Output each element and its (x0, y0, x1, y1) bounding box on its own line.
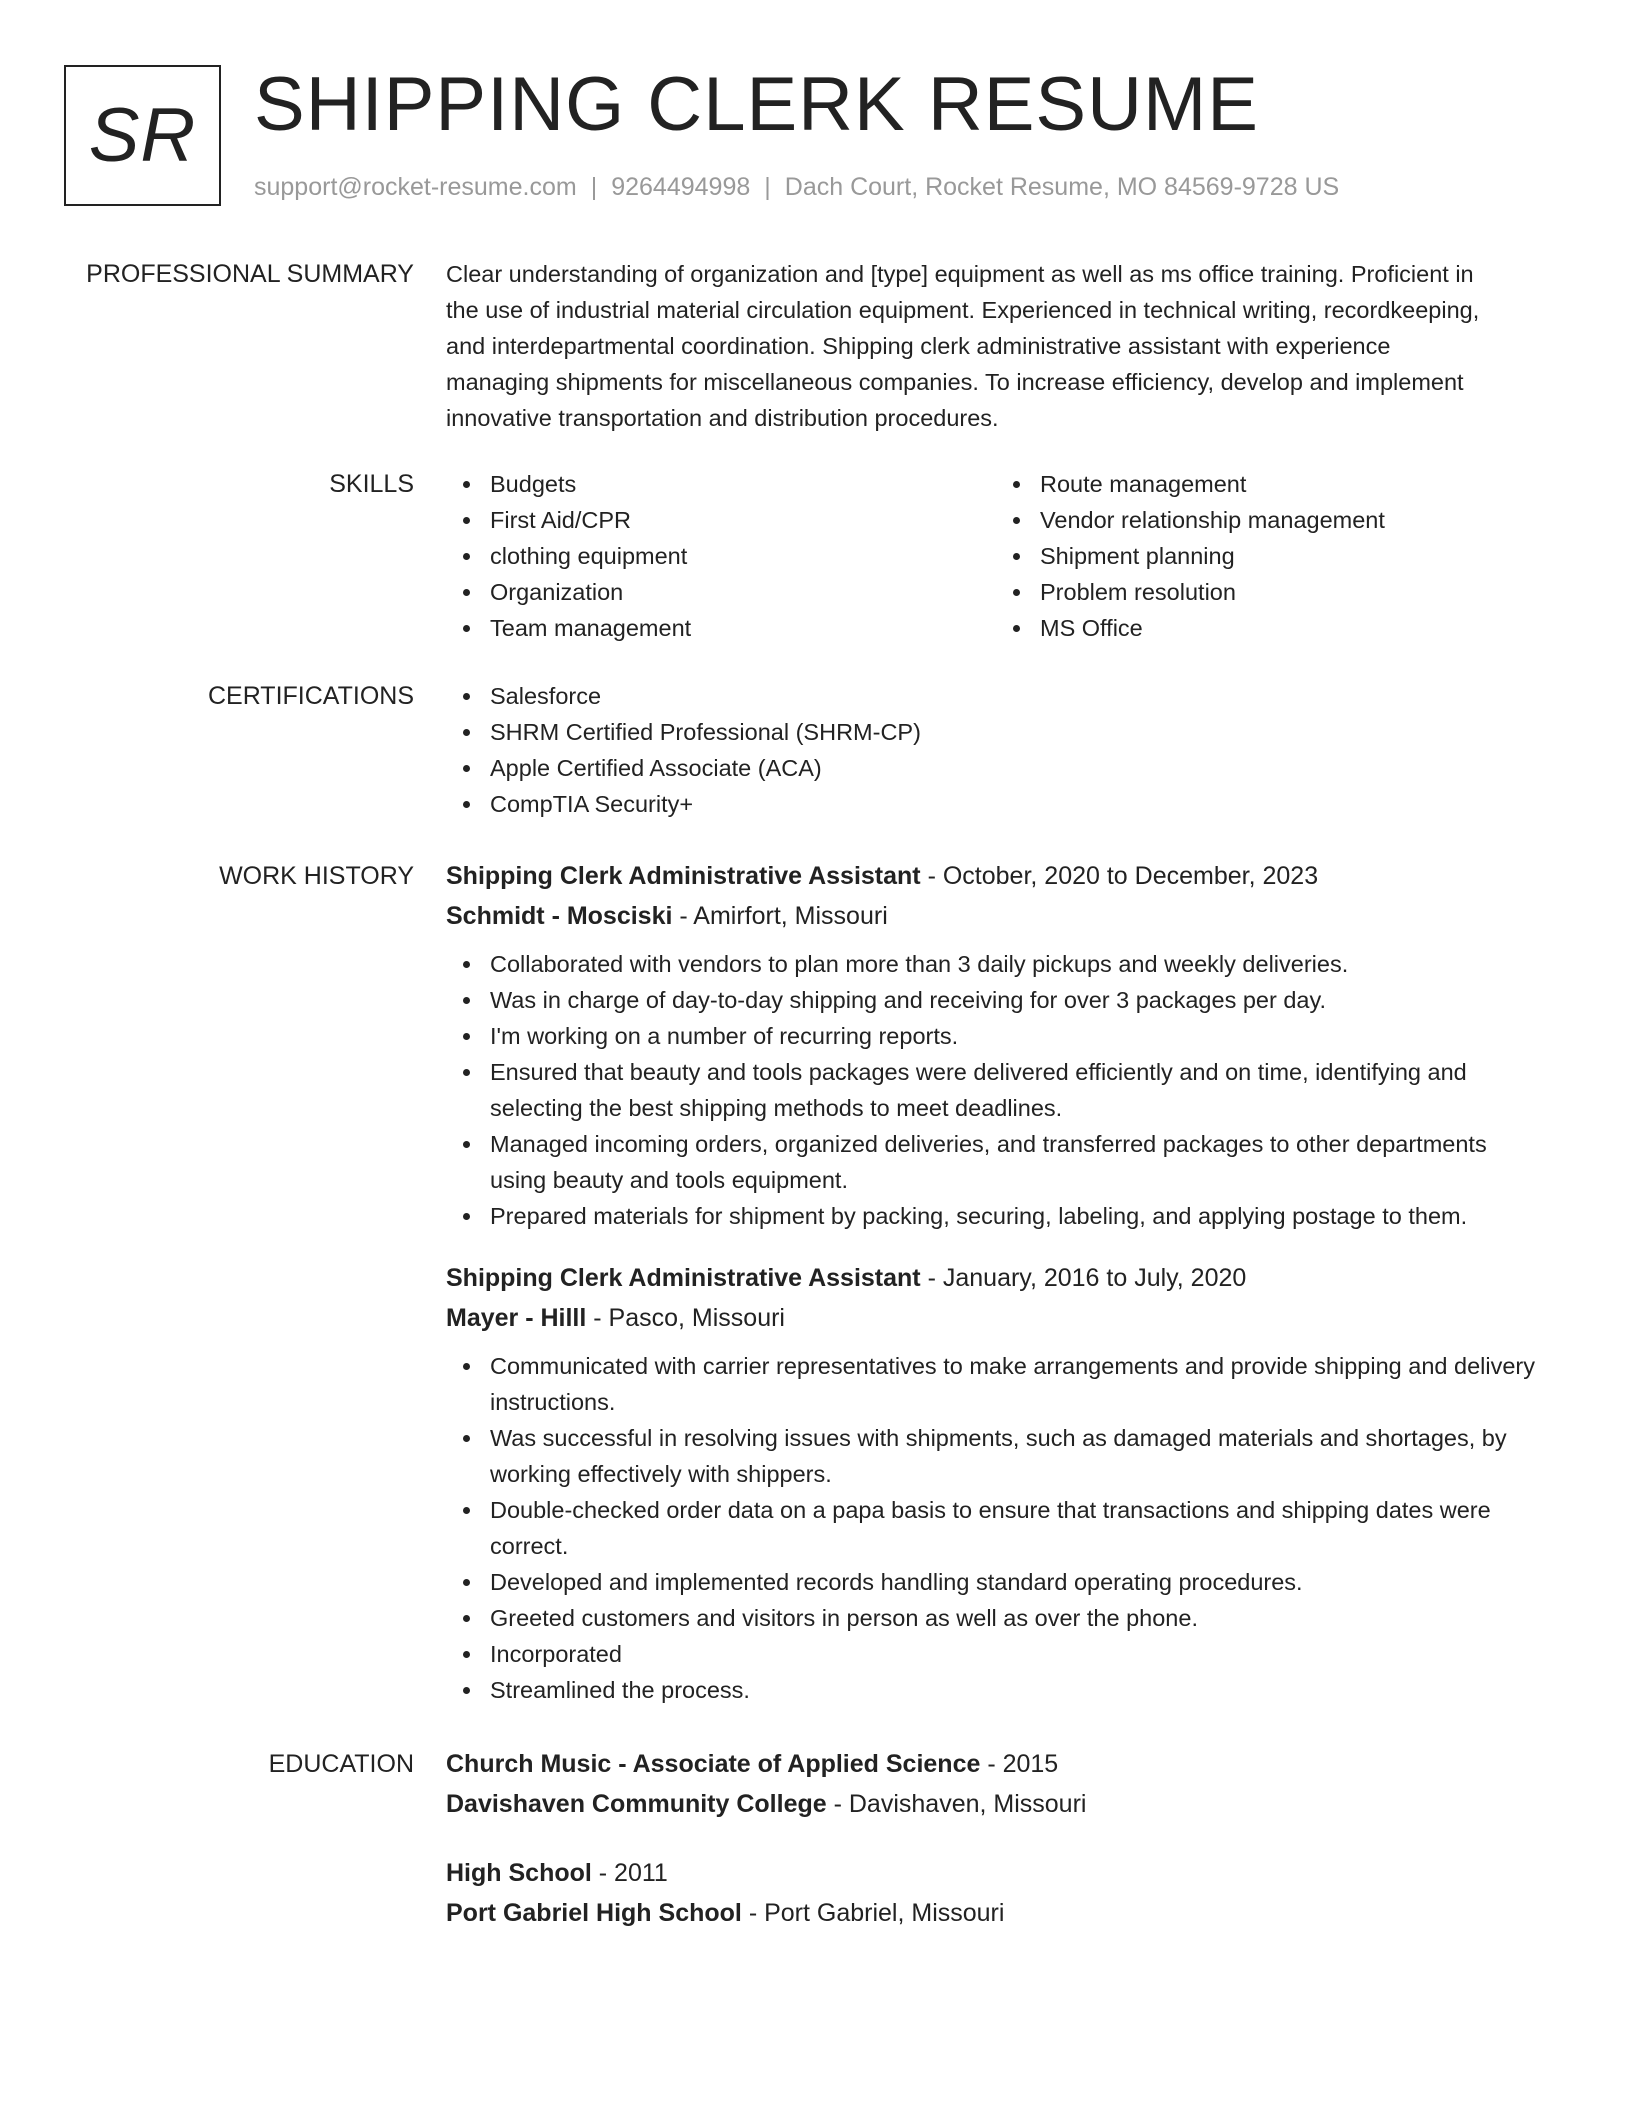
skill-item: Vendor relationship management (996, 502, 1546, 538)
certifications-label: CERTIFICATIONS (207, 682, 414, 710)
job-bullet: Managed incoming orders, organized deliveries, and transferred packages to other departments using beauty and tools equipment. (446, 1126, 1546, 1198)
summary-line: and interdepartmental coordination. Shipping clerk administrative assistant with experience (446, 333, 1391, 359)
job-entry (446, 1258, 1546, 1708)
skills-list (996, 466, 1546, 646)
contact-line (254, 173, 1339, 202)
education-degree: High School (446, 1859, 592, 1887)
job-bullet: Prepared materials for shipment by packing, securing, labeling, and applying postage to them. (446, 1198, 1546, 1234)
skill-item: Organization (446, 574, 996, 610)
job-title-line (446, 1258, 1546, 1298)
contact-phone: 9264494998 (611, 173, 751, 201)
job-bullet: I'm working on a number of recurring reports. (446, 1018, 1546, 1054)
certifications-body (446, 682, 1546, 822)
job-bullet: Collaborated with vendors to plan more than 3 daily pickups and weekly deliveries. (446, 946, 1546, 982)
education-school: Davishaven Community College (446, 1790, 827, 1818)
skill-item: MS Office (996, 610, 1546, 646)
certification-item: Salesforce (446, 678, 1546, 714)
skills-list (446, 466, 996, 646)
education-degree-line (446, 1744, 1546, 1784)
job-location: - Pasco, Missouri (586, 1304, 785, 1332)
skill-item: First Aid/CPR (446, 502, 996, 538)
job-bullet: Was successful in resolving issues with shipments, such as damaged materials and shortages, by working effectively with shippers. (446, 1420, 1546, 1492)
certification-item: Apple Certified Associate (ACA) (446, 750, 1546, 786)
skill-item: Team management (446, 610, 996, 646)
monogram-logo: SR (64, 65, 221, 206)
education-body (446, 1744, 1546, 1933)
contact-email: support@rocket-resume.com (254, 173, 577, 201)
job-dates: - October, 2020 to December, 2023 (920, 862, 1319, 890)
summary-line: the use of industrial material circulation equipment. Experienced in technical writing, recordkeeping, (446, 297, 1480, 323)
job-bullet: Double-checked order data on a papa basis to ensure that transactions and shipping dates were correct. (446, 1492, 1546, 1564)
summary-body (446, 260, 1546, 436)
contact-address: Dach Court, Rocket Resume, MO 84569-9728 US (784, 173, 1340, 201)
education-label: EDUCATION (268, 1750, 414, 1778)
job-title-line (446, 856, 1546, 896)
job-bullet: Ensured that beauty and tools packages were delivered efficiently and on time, identifying and selecting the best shipping methods to meet deadlines. (446, 1054, 1536, 1126)
job-company: Mayer - Hilll (446, 1304, 587, 1332)
skills-label: SKILLS (329, 470, 414, 498)
certifications-list (446, 678, 1546, 822)
skills-columns (446, 466, 1546, 646)
job-bullet: Communicated with carrier representatives to make arrangements and provide shipping and delivery instructions. (446, 1348, 1546, 1420)
education-entry (446, 1744, 1546, 1824)
skill-item: Problem resolution (996, 574, 1546, 610)
education-location: - Port Gabriel, Missouri (741, 1899, 1005, 1927)
job-bullet: Developed and implemented records handling standard operating procedures. (446, 1564, 1546, 1600)
summary-text (446, 256, 1546, 436)
contact-separator: | (590, 173, 598, 201)
education-location: - Davishaven, Missouri (826, 1790, 1087, 1818)
education-degree: Church Music - Associate of Applied Science (446, 1750, 981, 1778)
education-entry (446, 1853, 1546, 1933)
job-bullets (446, 946, 1546, 1234)
education-year: - 2015 (980, 1750, 1059, 1778)
resume-header (64, 62, 1564, 215)
work-history-body (446, 856, 1546, 1708)
summary-line: Clear understanding of organization and [type] equipment as well as ms office training. Proficient in (446, 261, 1474, 287)
summary-line: managing shipments for miscellaneous companies. To increase efficiency, develop and implement (446, 369, 1464, 395)
job-dates: - January, 2016 to July, 2020 (920, 1264, 1247, 1292)
skill-item: Budgets (446, 466, 996, 502)
contact-separator: | (764, 173, 771, 201)
job-title: Shipping Clerk Administrative Assistant (446, 862, 921, 890)
job-bullets (446, 1348, 1546, 1708)
job-company: Schmidt - Mosciski (446, 902, 673, 930)
job-title: Shipping Clerk Administrative Assistant (446, 1264, 921, 1292)
education-school: Port Gabriel High School (446, 1899, 742, 1927)
summary-line: innovative transportation and distribution procedures. (446, 405, 999, 431)
education-year: - 2011 (591, 1859, 668, 1887)
certification-item: CompTIA Security+ (446, 786, 1546, 822)
summary-label: PROFESSIONAL SUMMARY (86, 260, 414, 288)
skill-item: clothing equipment (446, 538, 996, 574)
job-bullet: Incorporated (446, 1636, 1546, 1672)
job-location: - Amirfort, Missouri (672, 902, 888, 930)
job-entry (446, 856, 1546, 1234)
job-company-line (446, 1298, 1546, 1338)
skill-item: Shipment planning (996, 538, 1546, 574)
education-school-line (446, 1893, 1546, 1933)
work-history-label: WORK HISTORY (219, 862, 414, 890)
education-school-line (446, 1784, 1546, 1824)
resume-title: SHIPPING CLERK RESUME (254, 62, 1259, 147)
education-degree-line (446, 1853, 1546, 1893)
skill-item: Route management (996, 466, 1546, 502)
job-bullet: Greeted customers and visitors in person as well as over the phone. (446, 1600, 1546, 1636)
job-company-line (446, 896, 1546, 936)
certification-item: SHRM Certified Professional (SHRM-CP) (446, 714, 1546, 750)
skills-body (446, 470, 1546, 646)
job-bullet: Was in charge of day-to-day shipping and receiving for over 3 packages per day. (446, 982, 1546, 1018)
job-bullet: Streamlined the process. (446, 1672, 1546, 1708)
